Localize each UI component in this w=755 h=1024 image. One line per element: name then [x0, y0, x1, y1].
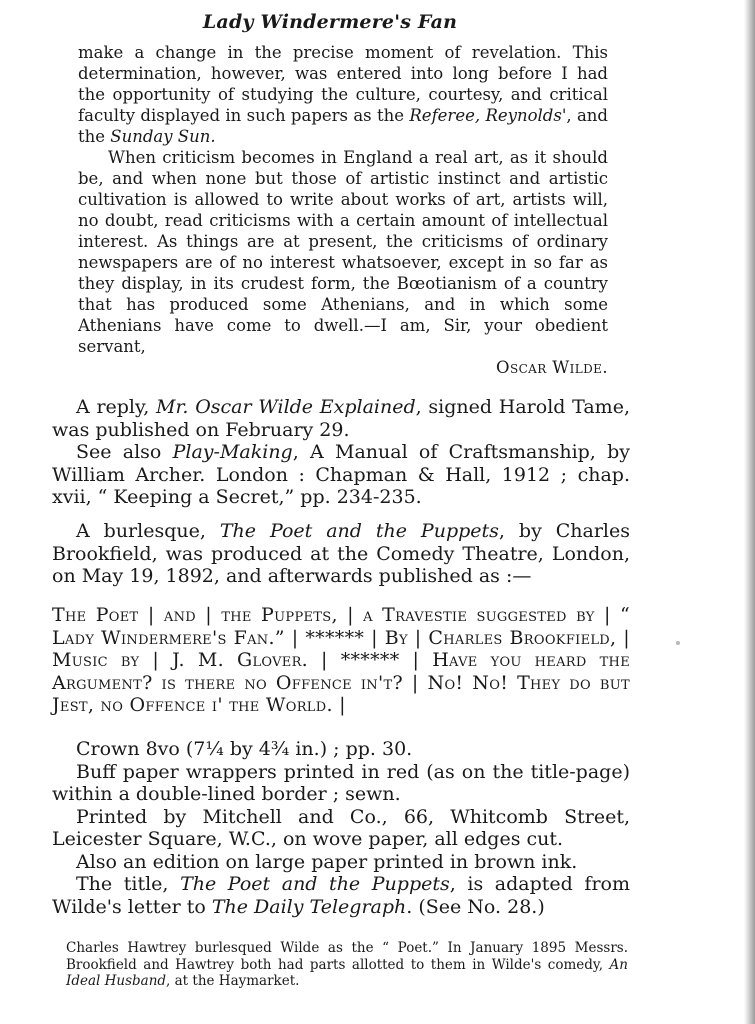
text-run: , by Charles Brookfield, was produced at the Comedy Theatre, London, on May 19, 1892, and afterwards published as :— [52, 520, 630, 587]
letter-paragraph-2: When criticism becomes in England a real art, as it should be, and when none but those of artistic instinct and artistic cultivation is allowed to write about works of art, artists will, no doubt, read criticisms with a certain amount of intellectual interest. As things are at present, the criticisms of ordinary newspapers are of no interest whatsoever, except in so far as they display, in its crudest form, the Bœotianism of a country that has produced some Athenians, and in which some Athenians have come to dwell.—I am, Sir, your obedient servant, [78, 148, 608, 356]
wrappers-line [52, 761, 630, 806]
text-run: Buff paper wrappers printed in red (as on the title-page) within a double-lined border ; sewn. [52, 760, 630, 805]
reply-note-block [52, 396, 630, 509]
text-run: See also [76, 441, 173, 463]
see-also-note [52, 441, 630, 509]
text-run: Crown 8vo (7¼ by 4¾ in.) ; pp. 30. [76, 738, 413, 760]
text-run: , at the Haymarket. [166, 973, 300, 989]
title-page-transcription [52, 604, 630, 717]
large-paper-edition-line [52, 851, 630, 874]
text-run: A reply, [76, 396, 156, 418]
printer-line [52, 806, 630, 851]
bibliographic-description [52, 738, 630, 918]
italic-title: The Poet and the Puppets [219, 520, 499, 542]
running-head: Lady Windermere's Fan [202, 11, 458, 33]
italic-title: Sunday Sun. [110, 127, 216, 146]
paper-speck [676, 641, 680, 645]
text-run: , is adapted from Wilde's letter to [52, 873, 630, 918]
format-line [52, 738, 630, 761]
text-run: , and the [78, 106, 608, 146]
title-page-text: The Poet | and | the Puppets, | a Travestie suggested by | “ Lady Windermere's Fan.” | ****** | By | Charles Brookfield, | Music by | J. M. Glover. | ****** | Have you heard the Argument? is there no Offence in't? | No! No! They do but Jest, no Offence i' the World. | [52, 604, 630, 716]
italic-title: Referee, Reynolds' [409, 106, 567, 125]
text-run: A burlesque, [76, 520, 220, 542]
text-run: , A Manual of Craftsmanship, by William Archer. London : Chapman & Hall, 1912 ; chap. xvii, “ Keeping a Secret,” pp. 234-235. [52, 441, 630, 508]
text-run: Printed by Mitchell and Co., 66, Whitcomb Street, Leicester Square, W.C., on wove paper, all edges cut. [52, 805, 630, 850]
italic-title: The Daily Telegraph [211, 895, 407, 918]
italic-title: The Poet and the Puppets [180, 873, 450, 895]
text-run: , signed Harold Tame, was published on February 29. [52, 396, 630, 441]
text-run: make a change in the precise moment of revelation. This determination, however, was entered into long before I had the opportunity of studying the culture, courtesy, and critical faculty displayed in such papers as the [78, 43, 608, 125]
text-run: The title, [76, 873, 181, 895]
page-edge-shadow [744, 0, 755, 1024]
italic-title: An Ideal Husband [66, 956, 628, 989]
italic-title: Play-Making [172, 441, 293, 463]
footnote-text [66, 940, 628, 989]
burlesque-note [52, 520, 630, 588]
text-run: . (See No. 28.) [406, 895, 545, 918]
reply-note [52, 396, 630, 441]
italic-title: Mr. Oscar Wilde Explained [155, 396, 416, 418]
letter-paragraph-1 [78, 42, 608, 147]
letter-text [78, 42, 608, 378]
text-run: Also an edition on large paper printed in brown ink. [76, 850, 578, 873]
burlesque-note-block [52, 520, 630, 588]
footnote [66, 940, 628, 990]
text-run: Charles Hawtrey burlesqued Wilde as the “ Poet.” In January 1895 Messrs. Brookfield and Hawtrey both had parts allotted to them in Wilde's comedy, [66, 940, 628, 973]
letter-signature: Oscar Wilde. [496, 358, 608, 377]
title-source-note [52, 873, 630, 918]
